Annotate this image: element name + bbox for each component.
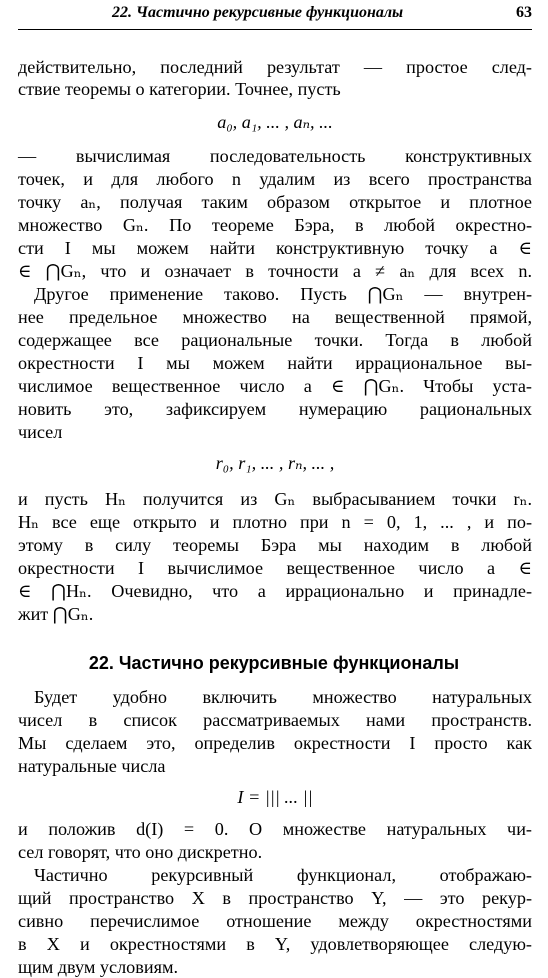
formula-neighbourhood: I = ||| ... || (237, 787, 313, 807)
text-line: этому в силу теоремы Бэра мы находим в любой (18, 535, 532, 555)
text-line: щий пространство X в пространство Y, — это рекур- (18, 888, 532, 908)
text-line: новить это, зафиксируем нумерацию рациональных (18, 399, 532, 419)
section-heading: 22. Частично рекурсивные функционалы (88, 653, 460, 673)
text-line: точек, и для любого n удалим из всего пространства (18, 169, 532, 189)
formula-sequence-r: r₀, r₁, ... , rₙ, ... , (215, 453, 335, 473)
text-line: окрестности I вычислимое вещественное число a ∈ (18, 558, 532, 578)
text-line: множество Gₙ. По теореме Бэра, в любой окрестно- (18, 215, 532, 235)
text-line: сивно перечислимое отношение между окрестностями (18, 911, 532, 931)
text-line: чисел (18, 422, 63, 442)
text-line: натуральные числа (18, 756, 166, 776)
text-line: Мы сделаем это, определив окрестности I просто как (18, 733, 532, 753)
text-line: в X и окрестностями в Y, удовлетворяющее следую- (18, 934, 532, 954)
page-number: 63 (516, 4, 532, 21)
text-line: и положив d(I) = 0. О множестве натуральных чи- (18, 819, 532, 839)
text-line: содержащее все рациональные точки. Тогда в любой (18, 330, 532, 350)
running-header (0, 0, 548, 28)
text-line: Будет удобно включить множество натуральных (34, 687, 532, 707)
text-line: нее предельное множество на вещественной прямой, (18, 307, 532, 327)
text-line: — вычислимая последовательность конструктивных (18, 146, 532, 166)
text-line: щим двум условиям. (18, 957, 179, 977)
text-line: Частично рекурсивный функционал, отображаю- (34, 865, 532, 885)
text-line: окрестности I мы можем найти иррациональное вы- (18, 353, 532, 373)
text-line: точку aₙ, получая таким образом открытое и плотное (18, 192, 532, 212)
text-line: чисел в список рассматриваемых нами пространств. (18, 710, 532, 730)
text-line: ∈ ⋂Gₙ, что и означает в точности a ≠ aₙ для всех n. (18, 261, 532, 281)
text-line: жит ⋂Gₙ. (18, 604, 94, 624)
text-line: и пусть Hₙ получится из Gₙ выбрасыванием точки rₙ. (18, 489, 532, 509)
text-line: ствие теоремы о категории. Точнее, пусть (18, 79, 341, 99)
running-header-title: 22. Частично рекурсивные функционалы (112, 4, 404, 21)
formula-sequence-a: a₀, a₁, ... , aₙ, ... (217, 112, 333, 132)
text-line: числимое вещественное число a ∈ ⋂Gₙ. Чтобы уста- (18, 376, 532, 396)
header-rule (18, 29, 532, 30)
text-line: Hₙ все еще открыто и плотно при n = 0, 1, ... , и по- (18, 512, 532, 532)
text-line: Другое применение таково. Пусть ⋂Gₙ — внутрен- (34, 284, 532, 304)
text-line: действительно, последний результат — простое след- (18, 57, 532, 77)
text-line: ∈ ⋂Hₙ. Очевидно, что a иррационально и принадле- (18, 581, 532, 601)
text-line: сел говорят, что оно дискретно. (18, 842, 263, 862)
text-line: сти I мы можем найти конструктивную точку a ∈ (18, 238, 532, 258)
